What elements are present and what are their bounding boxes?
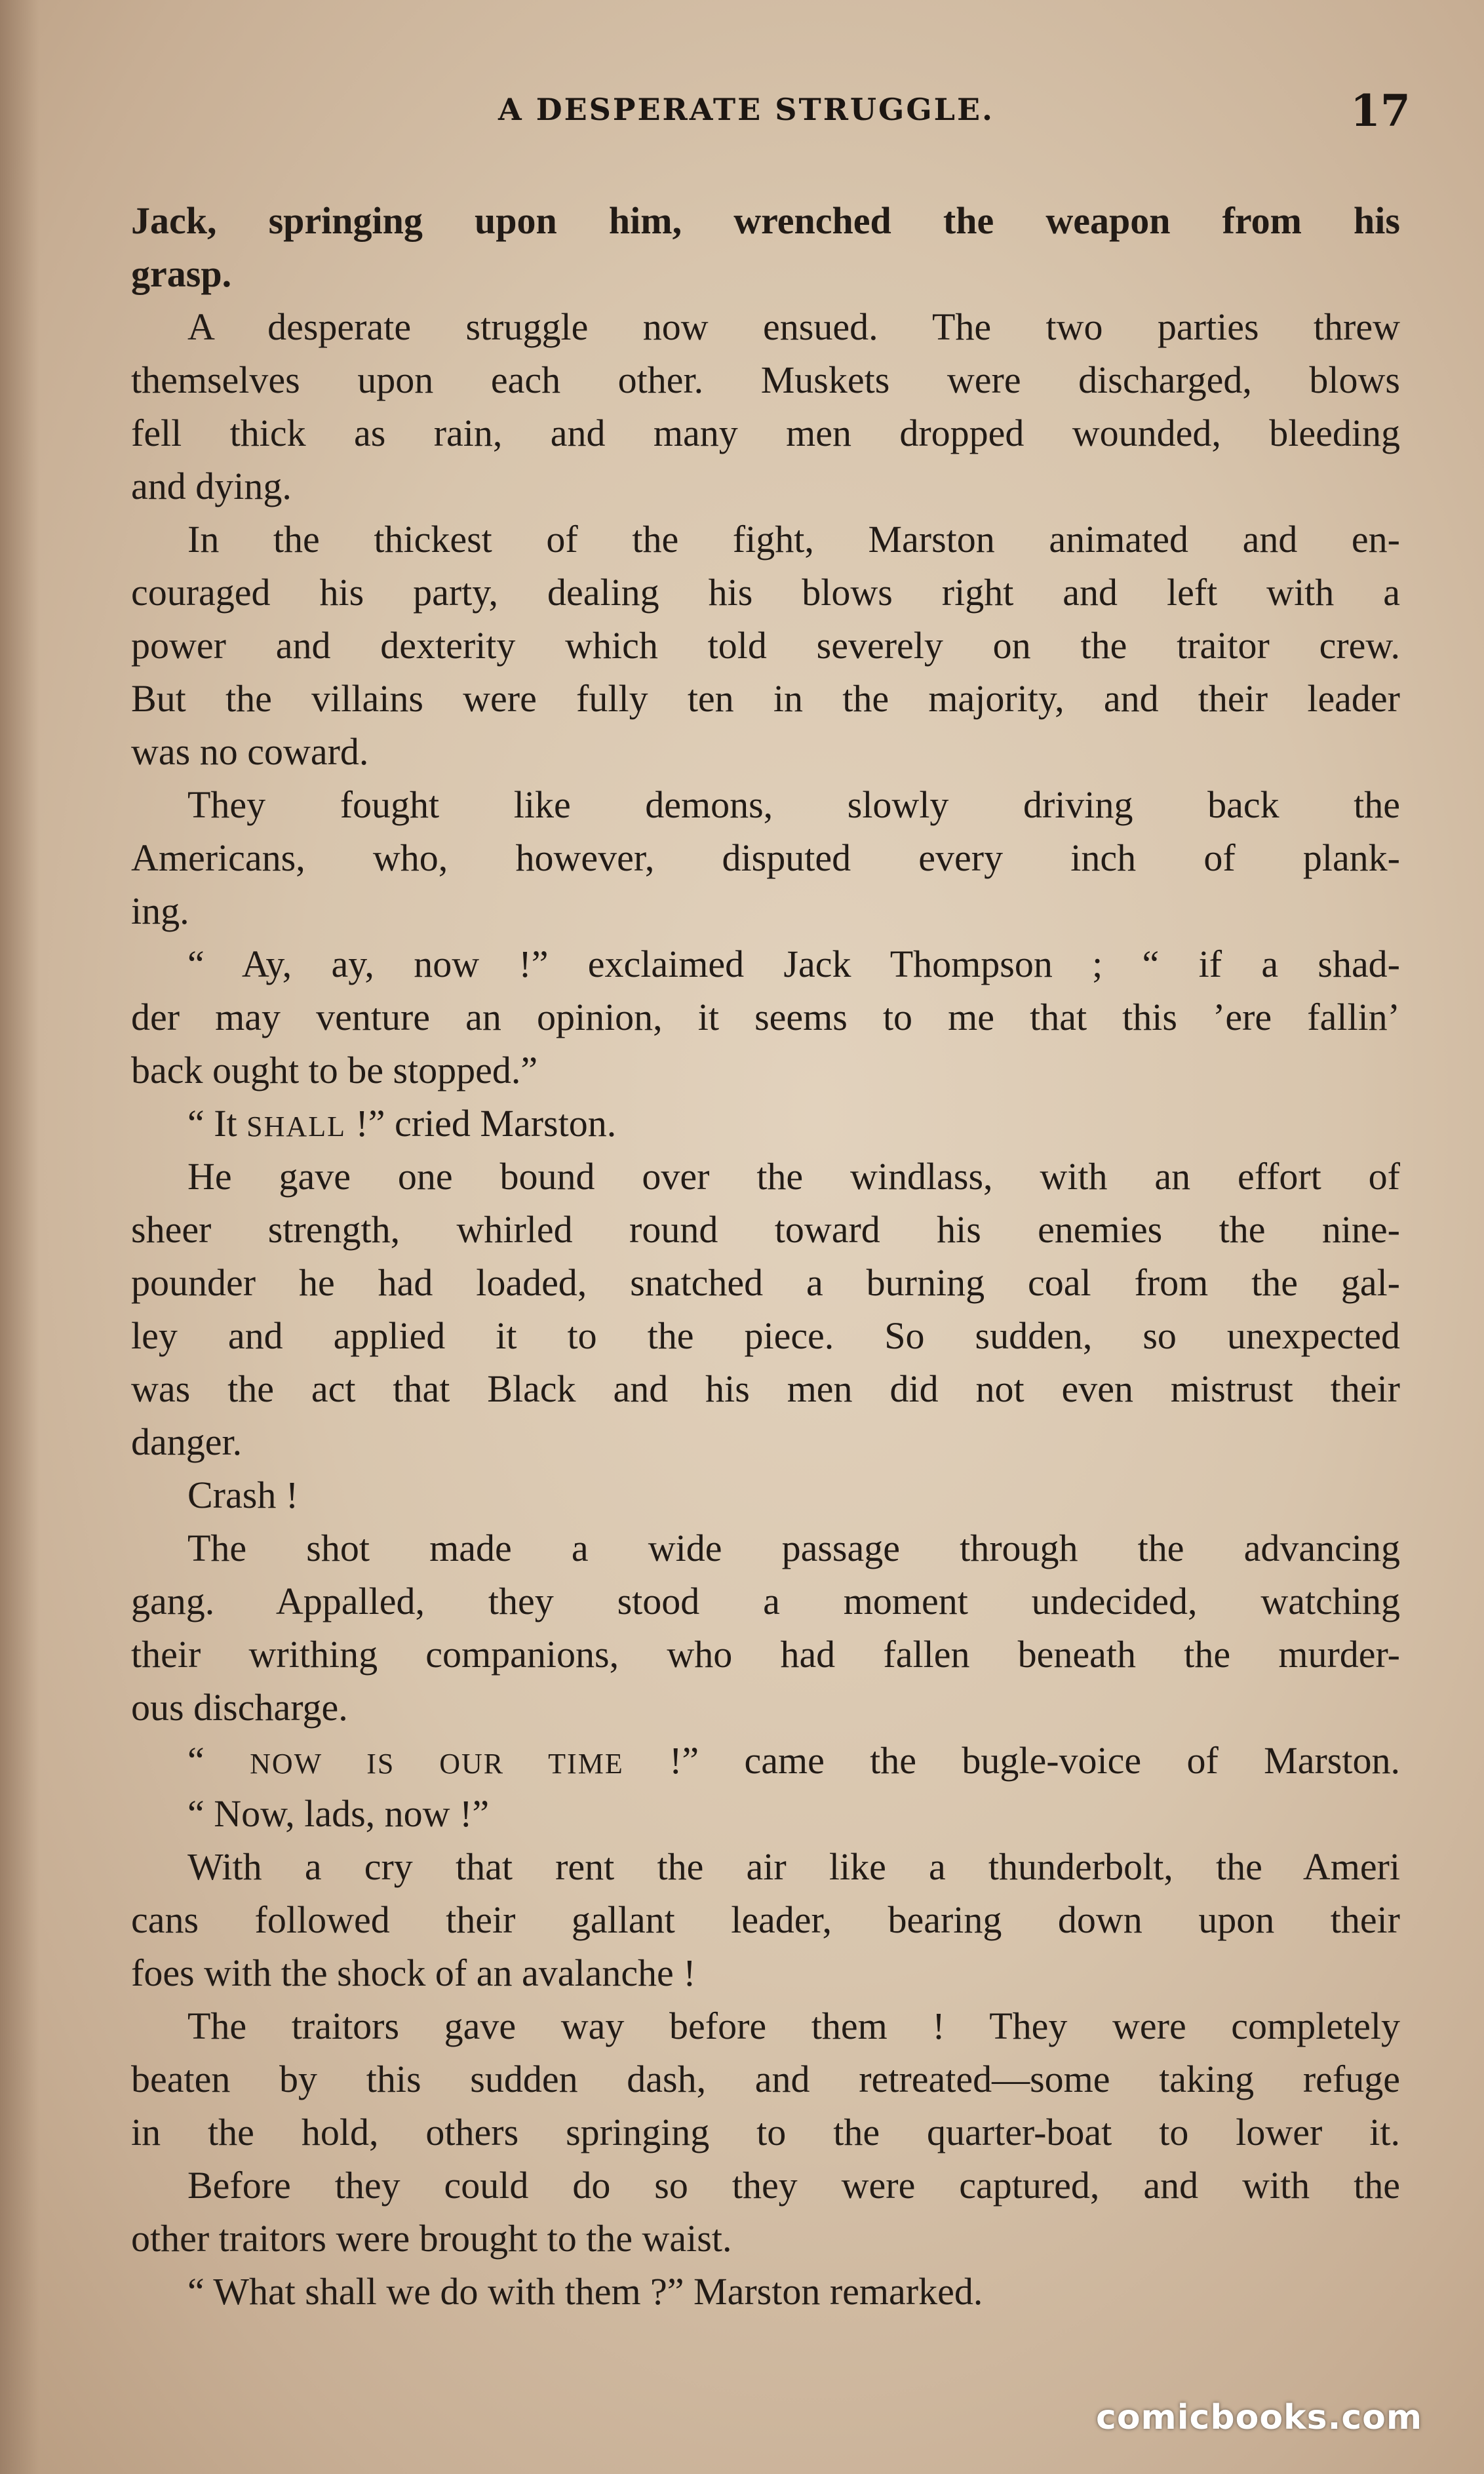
text-line — [131, 1415, 1400, 1468]
text-run: The shot made a wide passage through the advancing — [187, 1527, 1400, 1569]
text-run: sheer strength, whirled round toward his enemies the nine- — [131, 1208, 1400, 1251]
text-run: Jack, springing upon him, wrenched the weapon from his — [131, 199, 1400, 242]
text-line — [131, 513, 1400, 566]
text-line — [131, 460, 1400, 513]
text-line — [131, 2212, 1400, 2265]
text-run: !” came the bugle-voice of Marston. — [623, 1739, 1400, 1782]
text-run: With a cry that rent the air like a thunderbolt, the Ameri — [187, 1845, 1400, 1888]
text-line — [131, 937, 1400, 991]
text-line — [131, 566, 1400, 619]
text-line — [131, 991, 1400, 1044]
text-run: Before they could do so they were captured, and with the — [187, 2164, 1400, 2207]
text-line — [131, 1681, 1400, 1734]
text-run: in the hold, others springing to the quarter-boat to lower it. — [131, 2111, 1400, 2153]
text-run: other traitors were brought to the waist. — [131, 2217, 732, 2260]
text-run: The traitors gave way before them ! They were completely — [187, 2005, 1400, 2047]
text-run: !” cried Marston. — [345, 1102, 617, 1145]
text-line — [131, 300, 1400, 353]
text-line — [131, 1150, 1400, 1203]
text-run: der may venture an opinion, it seems to me that this ’ere fallin’ — [131, 996, 1400, 1038]
text-line — [131, 1999, 1400, 2052]
text-line — [131, 194, 1400, 247]
text-line — [131, 2052, 1400, 2106]
text-line — [131, 1946, 1400, 1999]
text-run: danger. — [131, 1421, 243, 1463]
text-line — [131, 1256, 1400, 1309]
text-line — [131, 884, 1400, 937]
text-run: “ It — [187, 1102, 247, 1145]
text-line — [131, 1203, 1400, 1256]
text-line — [131, 1097, 1400, 1150]
text-run: power and dexterity which told severely on the traitor crew. — [131, 624, 1400, 667]
text-run: their writhing companions, who had fallen beneath the murder- — [131, 1633, 1400, 1676]
text-run: ing. — [131, 890, 189, 932]
text-run: Crash ! — [187, 1474, 299, 1516]
text-run: couraged his party, dealing his blows right and left with a — [131, 571, 1400, 614]
text-run: back ought to be stopped.” — [131, 1049, 538, 1091]
text-line — [131, 619, 1400, 672]
text-run: A desperate struggle now ensued. The two parties threw — [187, 305, 1400, 348]
text-line — [131, 725, 1400, 778]
page-number: 17 — [1350, 85, 1411, 136]
text-run: themselves upon each other. Muskets were discharged, blows — [131, 359, 1400, 401]
text-run: ous discharge. — [131, 1686, 348, 1729]
text-line — [131, 1893, 1400, 1946]
text-line — [131, 406, 1400, 460]
text-line — [131, 1309, 1400, 1362]
text-run: “ Now, lads, now !” — [187, 1792, 490, 1835]
watermark: comicbooks.com — [1096, 2398, 1423, 2437]
text-line — [131, 1468, 1400, 1522]
text-line — [131, 1362, 1400, 1415]
body-text — [131, 194, 1400, 2318]
text-run: cans followed their gallant leader, bearing down upon their — [131, 1898, 1400, 1941]
text-run: But the villains were fully ten in the majority, and their leader — [131, 677, 1400, 720]
text-run: Americans, who, however, disputed every inch of plank- — [131, 836, 1400, 879]
running-head: A DESPERATE STRUGGLE. — [498, 92, 995, 127]
text-line — [131, 2265, 1400, 2318]
text-run: He gave one bound over the windlass, with an effort of — [187, 1155, 1400, 1198]
text-run: grasp. — [131, 252, 232, 295]
text-line — [131, 1734, 1400, 1787]
text-line — [131, 831, 1400, 884]
text-run: foes with the shock of an avalanche ! — [131, 1952, 696, 1994]
text-line — [131, 1575, 1400, 1628]
text-run: was no coward. — [131, 730, 369, 773]
text-run: ley and applied it to the piece. So sudden, so unexpected — [131, 1314, 1400, 1357]
text-run: “ — [187, 1739, 250, 1782]
text-run: and dying. — [131, 465, 292, 507]
text-run: pounder he had loaded, snatched a burning coal from the gal- — [131, 1261, 1400, 1304]
text-run: fell thick as rain, and many men dropped wounded, bleeding — [131, 412, 1400, 454]
text-line — [131, 2159, 1400, 2212]
text-run: “ Ay, ay, now !” exclaimed Jack Thompson ; “ if a shad- — [187, 943, 1400, 985]
text-line — [131, 1840, 1400, 1893]
text-run: They fought like demons, slowly driving back the — [187, 783, 1400, 826]
text-line — [131, 1628, 1400, 1681]
text-line — [131, 247, 1400, 300]
text-run: was the act that Black and his men did not even mistrust their — [131, 1367, 1400, 1410]
text-line — [131, 2106, 1400, 2159]
text-run: In the thickest of the fight, Marston animated and en- — [187, 518, 1400, 560]
text-line — [131, 1787, 1400, 1840]
text-line — [131, 778, 1400, 831]
text-run: beaten by this sudden dash, and retreated—some taking refuge — [131, 2058, 1400, 2100]
text-line — [131, 672, 1400, 725]
text-run: gang. Appalled, they stood a moment undecided, watching — [131, 1580, 1400, 1622]
text-run: NOW IS OUR TIME — [250, 1748, 624, 1780]
text-line — [131, 1522, 1400, 1575]
text-run: “ What shall we do with them ?” Marston remarked. — [187, 2270, 983, 2313]
text-line — [131, 1044, 1400, 1097]
text-line — [131, 353, 1400, 406]
page-gutter-shadow — [0, 0, 39, 2474]
text-run: SHALL — [246, 1110, 346, 1143]
